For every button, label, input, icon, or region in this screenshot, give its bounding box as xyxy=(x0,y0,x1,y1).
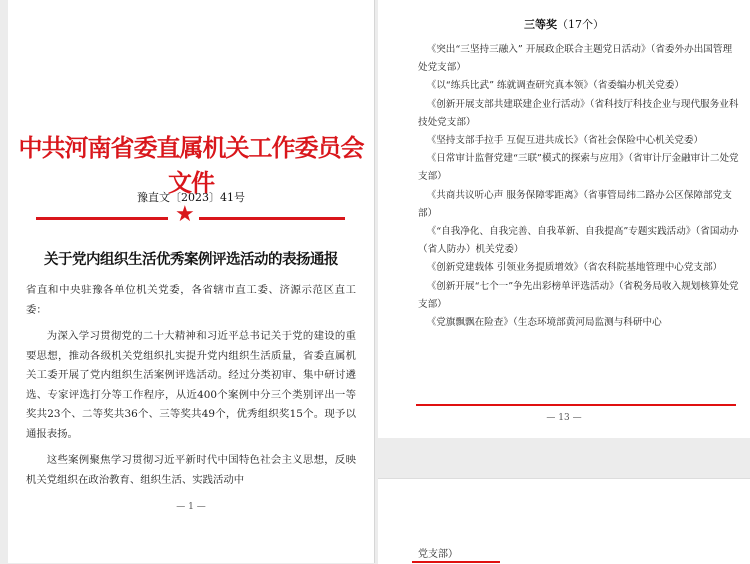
award-list xyxy=(418,41,740,332)
page-number: — 1 — xyxy=(176,502,206,512)
award-heading xyxy=(378,16,750,32)
award-title: 三等奖 xyxy=(524,18,557,31)
notice-title: 关于党内组织生活优秀案例评选活动的表扬通报 xyxy=(44,251,338,268)
page-number: — 13 — xyxy=(546,413,582,423)
body-paragraph-1: 为深入学习贯彻党的二十大精神和习近平总书记关于党的建设的重要思想，推动各级机关党组织扎实提升党内组织生活质量，省委直属机关工委开展了党内组织生活案例评选活动。经过分类初审、集中研讨遴选、专家评选打分等工作程序，从近400个案例中分三个类别评出一等奖共23个、二等奖共36个、三等奖共49个，优秀组织奖15个。现予以通报表扬。 xyxy=(26,330,356,440)
highlight-underline xyxy=(416,404,736,406)
body-paragraph-2: 这些案例聚焦学习贯彻习近平新时代中国特色社会主义思想，反映机关党组织在政治教育、组织生活、实践活动中 xyxy=(26,454,356,486)
award-count: （17个） xyxy=(557,18,604,31)
addressee-paragraph: 省直和中央驻豫各单位机关党委，各省辖市直工委、济源示范区直工委： xyxy=(26,284,356,316)
list-item: 《创新开展支部共建联建企业行活动》（省科技厅科技企业与现代服务业科技处党支部） xyxy=(418,98,739,128)
right-document-page xyxy=(378,0,750,438)
next-document-page xyxy=(378,478,750,564)
list-item: 《突出“三坚持三融入” 开展政企联合主题党日活动》（省委外办出国管理处党支部） xyxy=(418,44,733,74)
list-item-highlighted: 《党旗飘飘在险查》（生态环境部黄河局监测与科研中心 xyxy=(426,317,662,329)
left-document-page xyxy=(8,0,375,563)
continued-text: 党支部） xyxy=(418,549,458,560)
red-divider-left xyxy=(36,217,168,220)
list-item: 《日常审计监督党建“三联”模式的探索与应用》（省审计厅金融审计二处党支部） xyxy=(418,153,739,183)
list-item: 《坚持支部手拉手 互促互进共成长》（省社会保险中心机关党委） xyxy=(426,135,704,147)
list-item: 《以“练兵比武” 练就调查研究真本领》（省委编办机关党委） xyxy=(426,80,685,92)
list-item: 《创新党建载体 引领业务提质增效》（省农科院基地管理中心党支部） xyxy=(426,262,723,274)
document-header: 中共河南省委直属机关工作委员会文件 xyxy=(18,133,364,197)
star-icon: ★ xyxy=(175,202,195,227)
document-number: 豫直文〔2023〕41号 xyxy=(137,191,245,204)
list-item: 《创新开展“七个一”争先出彩榜单评选活动》（省税务局收入规划核算处党支部） xyxy=(418,280,739,310)
red-divider-right xyxy=(199,217,345,220)
list-item: 《“自我净化、自我完善、自我革新、自我提高”专题实践活动》（省国动办（省人防办）机关党委） xyxy=(418,226,739,256)
list-item: 《共商共议听心声 服务保障零距离》（省事管局纬二路办公区保障部党支部） xyxy=(418,189,732,219)
notice-body xyxy=(26,281,356,490)
